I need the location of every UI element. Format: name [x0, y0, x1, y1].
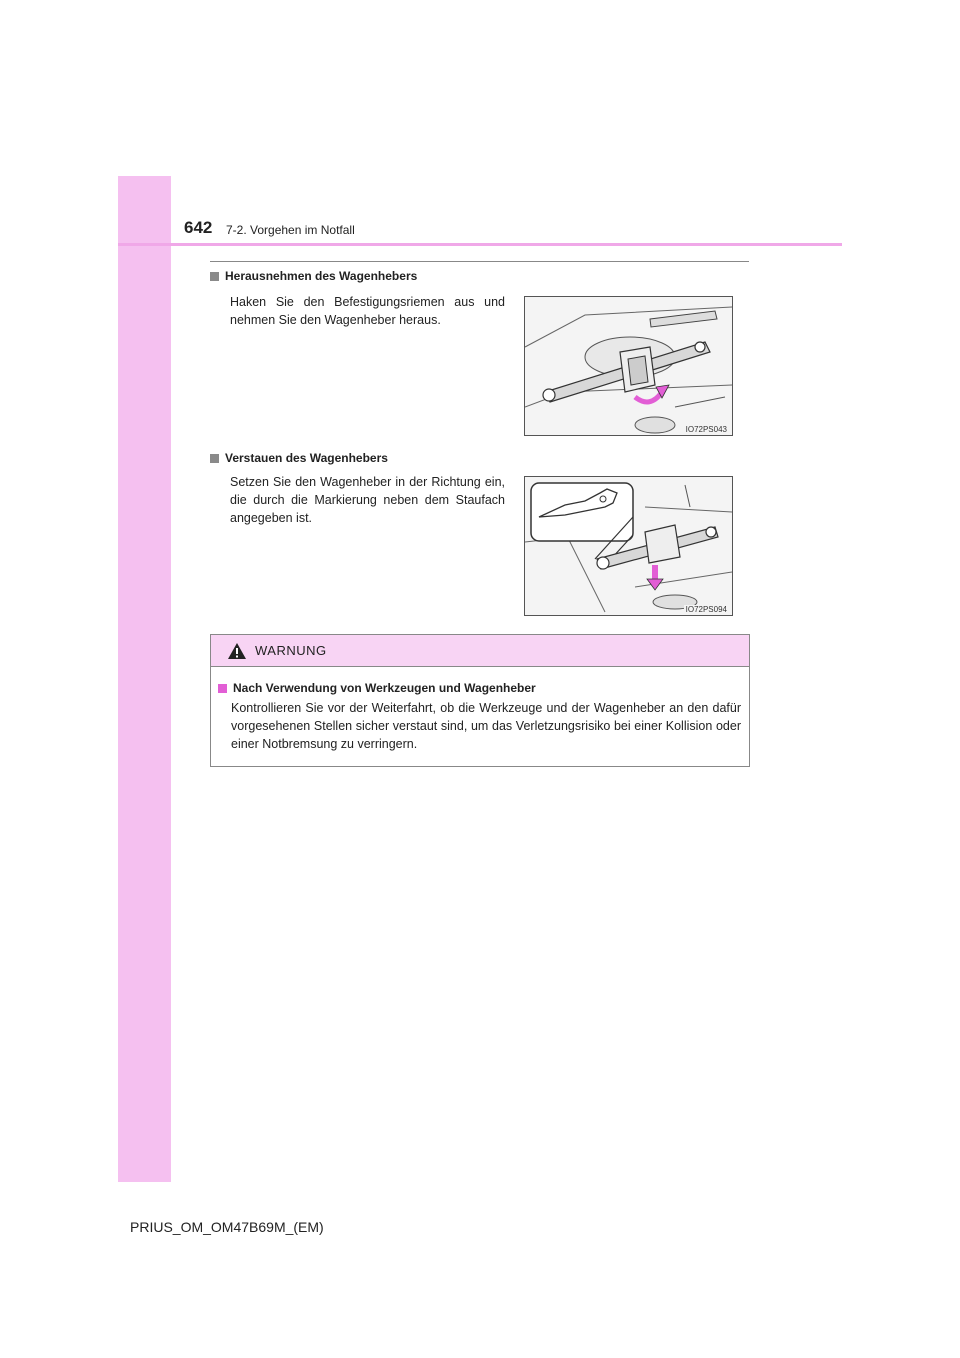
section-divider [210, 261, 749, 262]
warning-item-heading [218, 681, 536, 695]
bullet-square-icon [210, 454, 219, 463]
section-heading-text: Verstauen des Wagenhebers [225, 451, 388, 465]
page-number: 642 [184, 218, 213, 237]
warning-box [210, 634, 750, 767]
jack-removal-illustration [525, 297, 732, 435]
bullet-square-icon [218, 684, 227, 693]
bullet-square-icon [210, 272, 219, 281]
warning-header [211, 635, 749, 667]
header-rule [118, 243, 842, 246]
warning-item-text: Kontrollieren Sie vor der Weiterfahrt, ob die Werkzeuge und der Wagenheber an den dafür vorgesehenen Stellen sicher verstaut sind, um das Verletzungsrisiko bei einer Kollision oder einer Notbremsung zu verringern. [231, 701, 741, 751]
section-text-remove-jack: Haken Sie den Befestigungsriemen aus und nehmen Sie den Wagenheber heraus. [230, 295, 505, 327]
document-code: PRIUS_OM_OM47B69M_(EM) [130, 1219, 324, 1235]
warning-title: WARNUNG [255, 643, 327, 658]
section-heading-text: Herausnehmen des Wagenhebers [225, 269, 418, 283]
section-text-stow-jack: Setzen Sie den Wagenheber in der Richtung ein, die durch die Markierung neben dem Staufach angegeben ist. [230, 475, 505, 525]
jack-stowing-illustration [525, 477, 732, 615]
page-sidebar-tab [118, 176, 171, 1182]
warning-triangle-icon [227, 642, 247, 660]
figure-remove-jack [524, 296, 733, 436]
warning-item-title: Nach Verwendung von Werkzeugen und Wagenheber [233, 681, 536, 695]
figure-stow-jack [524, 476, 733, 616]
breadcrumb: 7-2. Vorgehen im Notfall [226, 223, 355, 237]
section-heading-remove-jack [210, 269, 417, 283]
figure-code: IO72PS043 [685, 425, 727, 434]
section-heading-stow-jack [210, 451, 388, 465]
figure-code: IO72PS094 [685, 605, 727, 614]
